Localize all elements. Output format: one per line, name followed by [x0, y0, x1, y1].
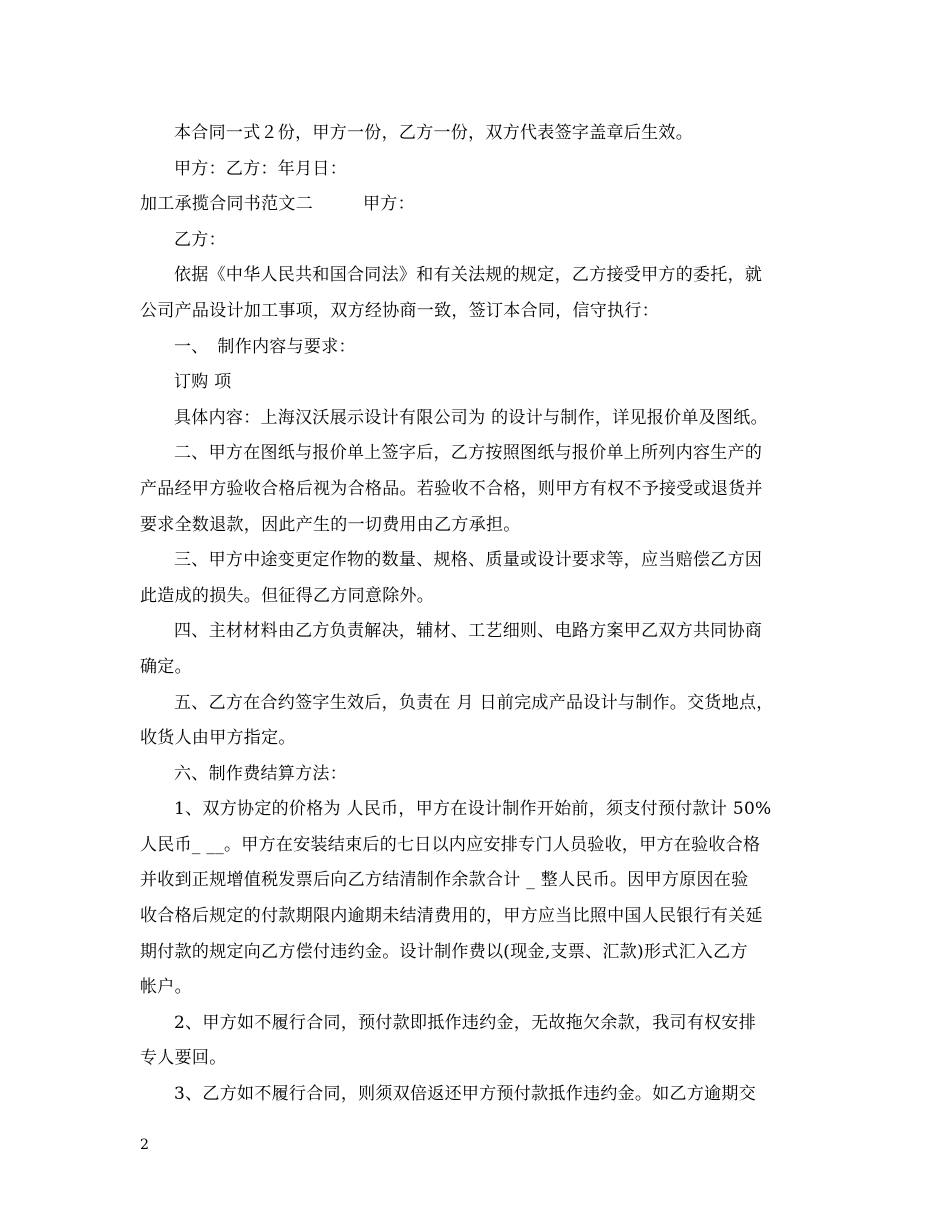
paragraph-line: 并收到正规增值税发票后向乙方结清制作余款合计 _ 整人民币。因甲方原因在验: [140, 870, 749, 891]
paragraph-line: 甲方：乙方：年月日：: [174, 158, 347, 179]
paragraph-line: 3、乙方如不履行合同，则须双倍返还甲方预付款抵作违约金。如乙方逾期交: [174, 1084, 757, 1105]
paragraph-line: 五、乙方在合约签字生效后，负责在 月 日前完成产品设计与制作。交货地点，: [174, 692, 774, 713]
paragraph-line: 依据《中华人民共和国合同法》和有关法规的规定，乙方接受甲方的委托，就: [174, 265, 763, 286]
paragraph-line: 六、制作费结算方法：: [174, 763, 347, 784]
paragraph-line: 确定。: [140, 656, 192, 677]
paragraph-line: 本合同一式２份，甲方一份，乙方一份，双方代表签字盖章后生效。: [174, 123, 693, 143]
paragraph-line: 一、 制作内容与要求：: [174, 336, 356, 357]
paragraph-line: 二、甲方在图纸与报价单上签字后，乙方按照图纸与报价单上所列内容生产的: [174, 443, 763, 464]
paragraph-line: 收合格后规定的付款期限内逾期未结清费用的，甲方应当比照中国人民银行有关延: [140, 906, 763, 927]
paragraph-line: 1、双方协定的价格为 人民币，甲方在设计制作开始前，须支付预付款计 50%: [174, 799, 772, 820]
paragraph-line: 专人要回。: [140, 1048, 227, 1069]
paragraph-line: 公司产品设计加工事项，双方经协商一致，签订本合同，信守执行：: [140, 300, 659, 321]
page-number: 2: [140, 1137, 149, 1153]
paragraph-line: 2、甲方如不履行合同，预付款即抵作违约金，无故拖欠余款，我司有权安排: [174, 1012, 757, 1033]
section-heading-line: [140, 187, 820, 223]
paragraph-line: 人民币_ __。甲方在安装结束后的七日以内应安排专门人员验收，甲方在验收合格: [140, 834, 761, 855]
paragraph-line: 期付款的规定向乙方偿付违约金。设计制作费以(现金,支票、汇款)形式汇入乙方: [140, 941, 748, 962]
paragraph-line: 三、甲方中途变更定作物的数量、规格、质量或设计要求等，应当赔偿乙方因: [174, 550, 763, 571]
paragraph-line: 产品经甲方验收合格后视为合格品。若验收不合格，则甲方有权不予接受或退货并: [140, 478, 763, 499]
paragraph-line: 帐户。: [140, 977, 192, 998]
paragraph-line: 此造成的损失。但征得乙方同意除外。: [140, 585, 435, 606]
document-body: [140, 116, 820, 1113]
party-a-label: 甲方：: [363, 194, 415, 215]
section-heading: 加工承揽合同书范文二: [140, 194, 313, 215]
paragraph-line: 要求全数退款，因此产生的一切费用由乙方承担。: [140, 514, 521, 535]
paragraph-line: 四、主材材料由乙方负责解决，辅材、工艺细则、电路方案甲乙双方共同协商: [174, 621, 763, 642]
paragraph-line: 订购 项: [174, 372, 232, 393]
paragraph-line: 具体内容：上海汉沃展示设计有限公司为 的设计与制作，详见报价单及图纸。: [174, 407, 768, 428]
paragraph-line: 收货人由甲方指定。: [140, 728, 296, 749]
paragraph-line: 乙方：: [174, 229, 226, 250]
